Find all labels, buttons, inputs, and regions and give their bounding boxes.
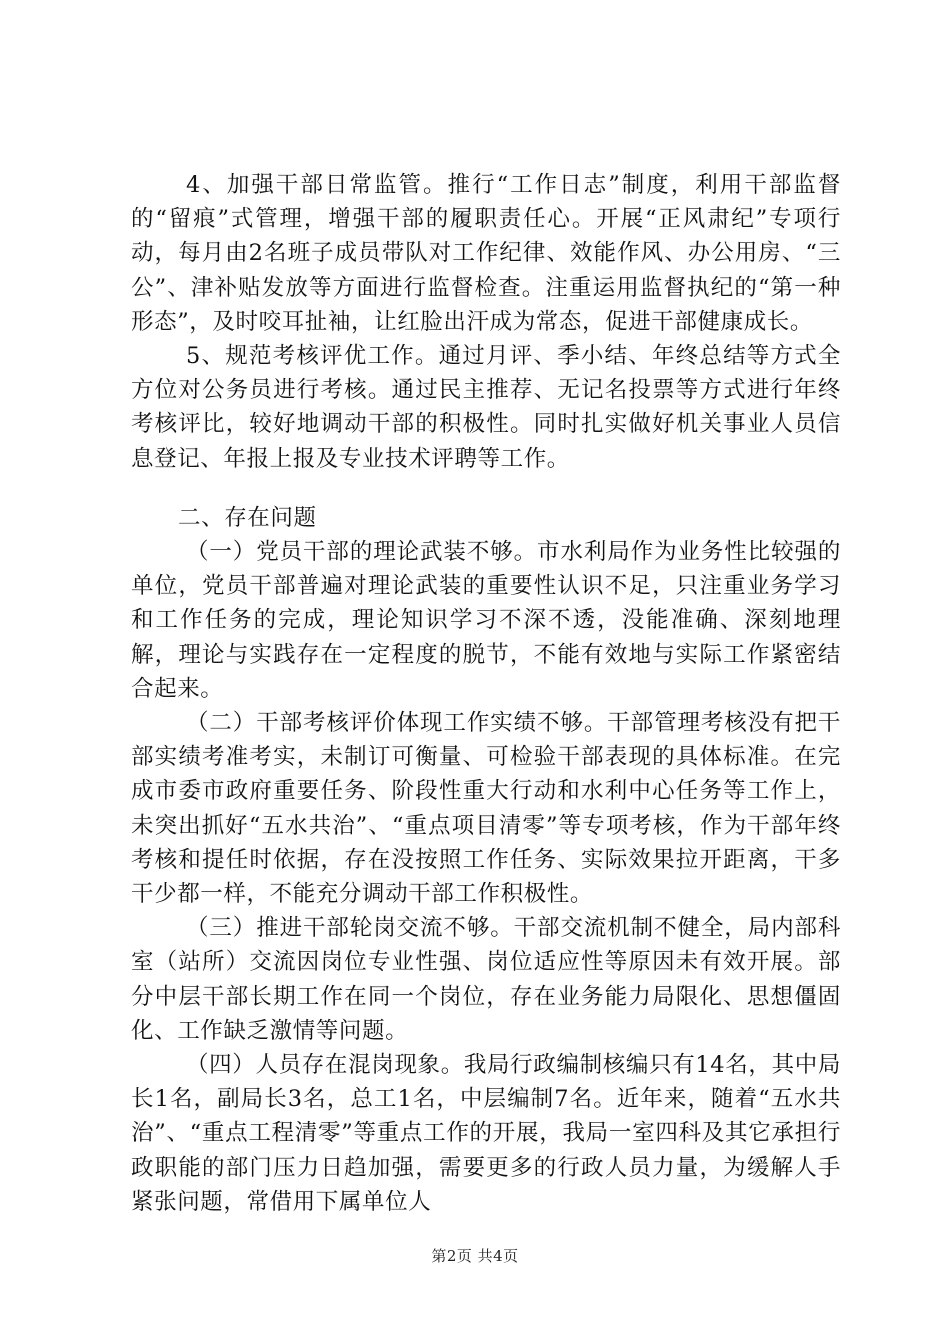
- issue-paragraph-3: （三）推进干部轮岗交流不够。干部交流机制不健全，局内部科室（站所）交流因岗位专业性强、岗位适应性等原因未有效开展。部分中层干部长期工作在同一个岗位，存在业务能力局限化、思想僵固化、工作缺乏激情等问题。: [131, 915, 841, 1044]
- section-heading: 二、存在问题: [178, 504, 317, 531]
- paragraph-supervision: 4、加强干部日常监管。推行“工作日志”制度，利用干部监督的“留痕”式管理，增强干部的履职责任心。开展“正风肃纪”专项行动，每月由2名班子成员带队对工作纪律、效能作风、办公用房、“三公”、津补贴发放等方面进行监督检查。注重运用监督执纪的“第一种形态”，及时咬耳扯袖，让红脸出汗成为常态，促进干部健康成长。: [131, 172, 841, 335]
- issue-paragraph-1: （一）党员干部的理论武装不够。市水利局作为业务性比较强的单位，党员干部普遍对理论武装的重要性认识不足，只注重业务学习和工作任务的完成，理论知识学习不深不透，没能准确、深刻地理解，理论与实践存在一定程度的脱节，不能有效地与实际工作紧密结合起来。: [131, 539, 841, 702]
- issue-paragraph-2: （二）干部考核评价体现工作实绩不够。干部管理考核没有把干部实绩考准考实，未制订可衡量、可检验干部表现的具体标准。在完成市委市政府重要任务、阶段性重大行动和水利中心任务等工作上，未突出抓好“五水共治”、“重点项目清零”等专项考核，作为干部年终考核和提任时依据，存在没按照工作任务、实际效果拉开距离，干多干少都一样，不能充分调动干部工作积极性。: [131, 710, 841, 908]
- paragraph-assessment: 5、规范考核评优工作。通过月评、季小结、年终总结等方式全方位对公务员进行考核。通过民主推荐、无记名投票等方式进行年终考核评比，较好地调动干部的积极性。同时扎实做好机关事业人员信息登记、年报上报及专业技术评聘等工作。: [131, 343, 841, 472]
- document-body: [131, 168, 841, 1219]
- issue-paragraph-4: （四）人员存在混岗现象。我局行政编制核编只有14名，其中局长1名，副局长3名，总工1名，中层编制7名。近年来，随着“五水共治”、“重点工程清零”等重点工作的开展，我局一室四科及其它承担行政职能的部门压力日趋加强，需要更多的行政人员力量，为缓解人手紧张问题，常借用下属单位人: [131, 1052, 841, 1215]
- page-number-footer: 第2页 共4页: [431, 1247, 519, 1265]
